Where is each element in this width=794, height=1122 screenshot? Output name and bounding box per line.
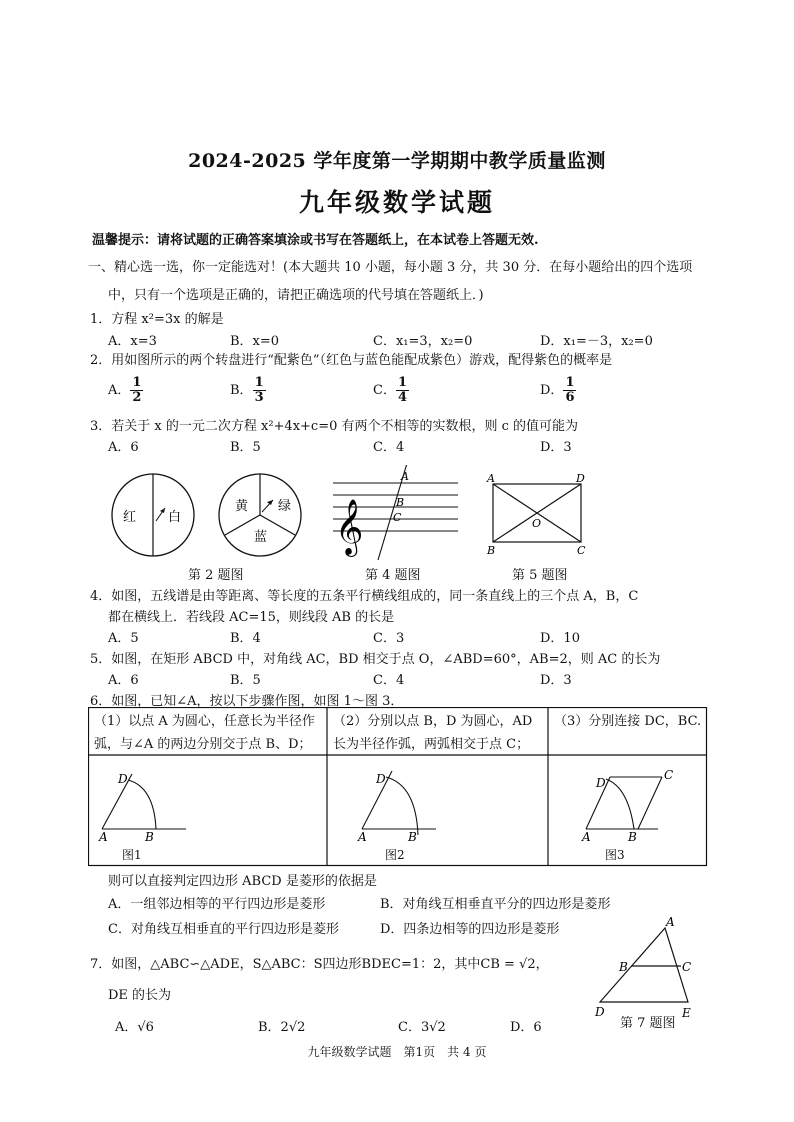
fig4-point-c: C (393, 511, 402, 524)
q7-line2: DE 的长为 (108, 988, 172, 1003)
q6-fig1 (102, 774, 186, 829)
spinner2-blue-label: 蓝 (254, 530, 268, 545)
exam-title-line1: 2024-2025 学年度第一学期期中教学质量监测 (188, 150, 606, 172)
q6-option-d: D．四条边相等的四边形是菱形 (380, 922, 560, 937)
fig5-point-c: C (577, 544, 586, 557)
spinner-1-figure (112, 474, 194, 556)
q5-option-c: C．4 (373, 673, 405, 688)
q6-fig1-point-a: A (99, 830, 108, 844)
q7-point-b: B (619, 960, 628, 974)
q1-option-b: B．x=0 (230, 334, 280, 349)
q6-fig3-point-d: D (596, 776, 606, 790)
q7-point-c: C (682, 960, 692, 974)
q6-fig2-point-b: B (408, 830, 417, 844)
rectangle-figure (493, 484, 581, 542)
q6-fig2-point-a: A (358, 830, 367, 844)
q7-point-a: A (666, 915, 675, 929)
q2-option-b: B． $\frac{1}{3}$ (230, 375, 264, 405)
q6-fig3-point-b: B (628, 830, 637, 844)
q6-option-b: B．对角线互相垂直平分的四边形是菱形 (380, 897, 611, 912)
q3-option-d: D．3 (540, 440, 572, 455)
q6-fig2-caption: 图2 (385, 848, 405, 862)
q7-point-d: D (595, 1005, 605, 1019)
q6-fig2-point-d: D (376, 772, 386, 786)
q1-stem: 1．方程 x²=3x 的解是 (90, 312, 224, 327)
q6-fig2 (362, 771, 436, 835)
q7-option-c: C．3√2 (398, 1020, 446, 1035)
fig4-point-b: B (396, 496, 405, 509)
q3-option-c: C．4 (373, 440, 405, 455)
spinner-2-figure (219, 474, 301, 556)
q3-stem: 3．若关于 x 的一元二次方程 x²+4x+c=0 有两个不相等的实数根，则 c 的值可能为 (90, 419, 579, 434)
q3-option-a: A．6 (108, 440, 139, 455)
q7-option-a: A．√6 (115, 1020, 154, 1035)
q4-option-d: D．10 (540, 631, 580, 646)
q6-fig1-point-b: B (145, 830, 154, 844)
spinner1-left-label: 红 (123, 510, 137, 525)
q1-option-d: D．x₁=－3，x₂=0 (540, 334, 653, 349)
fig5-point-a: A (487, 472, 495, 485)
fig4-point-a: A (401, 470, 409, 483)
q7-option-b: B．2√2 (258, 1020, 306, 1035)
q6-follow: 则可以直接判定四边形 ABCD 是菱形的依据是 (108, 874, 377, 889)
q6-fig1-point-d: D (118, 772, 128, 786)
q6-stem: 6．如图，已知∠A，按以下步骤作图，如图 1～图 3． (90, 694, 404, 709)
fig5-point-d: D (576, 472, 585, 485)
q6-step2: （2）分别以点 B，D 为圆心，AD 长为半径作弧，两弧相交于点 C； (333, 714, 533, 752)
q5-option-b: B．5 (230, 673, 261, 688)
section1-line1: 一、精心选一选，你一定能选对！(本大题共 10 小题，每小题 3 分，共 30 分．在每小题给出的四个选项 (88, 260, 693, 275)
q5-option-d: D．3 (540, 673, 572, 688)
spinner2-green-label: 绿 (278, 499, 292, 514)
page-footer: 九年级数学试题 第1页 共 4 页 (307, 1045, 487, 1059)
fig5-point-b: B (487, 544, 496, 557)
q4-option-b: B．4 (230, 631, 261, 646)
q4-option-a: A．5 (108, 631, 139, 646)
q7-fig-caption: 第 7 题图 (620, 1016, 676, 1031)
q7-point-e: E (682, 1006, 691, 1020)
q7-option-d: D．6 (510, 1020, 542, 1035)
q1-option-a: A．x=3 (108, 334, 157, 349)
q2-option-c: C． $\frac{1}{4}$ (373, 375, 407, 405)
q6-fig1-caption: 图1 (122, 848, 142, 862)
q2-option-a: A． $\frac{1}{2}$ (108, 375, 142, 405)
fig4-caption: 第 4 题图 (365, 568, 421, 583)
q5-option-a: A．6 (108, 673, 139, 688)
q2-option-d: D． $\frac{1}{6}$ (540, 375, 575, 405)
q4-option-c: C．3 (373, 631, 405, 646)
exam-title-line2: 九年级数学试题 (298, 188, 495, 217)
q6-option-a: A．一组邻边相等的平行四边形是菱形 (108, 897, 326, 912)
treble-clef-icon: 𝄞 (335, 499, 364, 555)
q6-fig3-point-a: A (582, 830, 591, 844)
q4-line1: 4．如图，五线谱是由等距离、等长度的五条平行横线组成的，同一条直线上的三个点 A，B，C (90, 589, 639, 604)
q6-fig3-point-c: C (664, 768, 674, 782)
notice: 温馨提示：请将试题的正确答案填涂或书写在答题纸上，在本试卷上答题无效. (92, 233, 539, 248)
q6-option-c: C．对角线互相垂直的平行四边形是菱形 (108, 922, 339, 937)
q5-stem: 5．如图，在矩形 ABCD 中，对角线 AC，BD 相交于点 O，∠ABD=60°，AB=2，则 AC 的长为 (90, 652, 661, 667)
q6-fig3-caption: 图3 (605, 848, 625, 862)
q3-option-b: B．5 (230, 440, 261, 455)
spinner2-yellow-label: 黄 (235, 499, 249, 514)
q4-line2: 都在横线上．若线段 AC=15，则线段 AB 的长是 (108, 610, 395, 625)
q2-stem: 2．用如图所示的两个转盘进行“配紫色”（红色与蓝色能配成紫色）游戏，配得紫色的概率是 (90, 353, 613, 368)
spinner1-right-label: 白 (168, 510, 182, 525)
q7-line1: 7．如图，△ABC∽△ADE，S△ABC：S四边形BDEC=1：2，其中CB = √2， (90, 957, 549, 972)
q1-option-c: C．x₁=3，x₂=0 (373, 334, 473, 349)
fig2-caption: 第 2 题图 (188, 568, 244, 583)
section1-line2: 中，只有一个选项是正确的，请把正确选项的代号填在答题纸上．) (108, 288, 484, 303)
fig5-point-o: O (532, 517, 542, 530)
q6-step1: （1）以点 A 为圆心，任意长为半径作弧，与∠A 的两边分别交于点 B、D； (94, 714, 315, 752)
fig5-caption: 第 5 题图 (512, 568, 568, 583)
q6-step3: （3）分别连接 DC，BC. (554, 714, 702, 729)
